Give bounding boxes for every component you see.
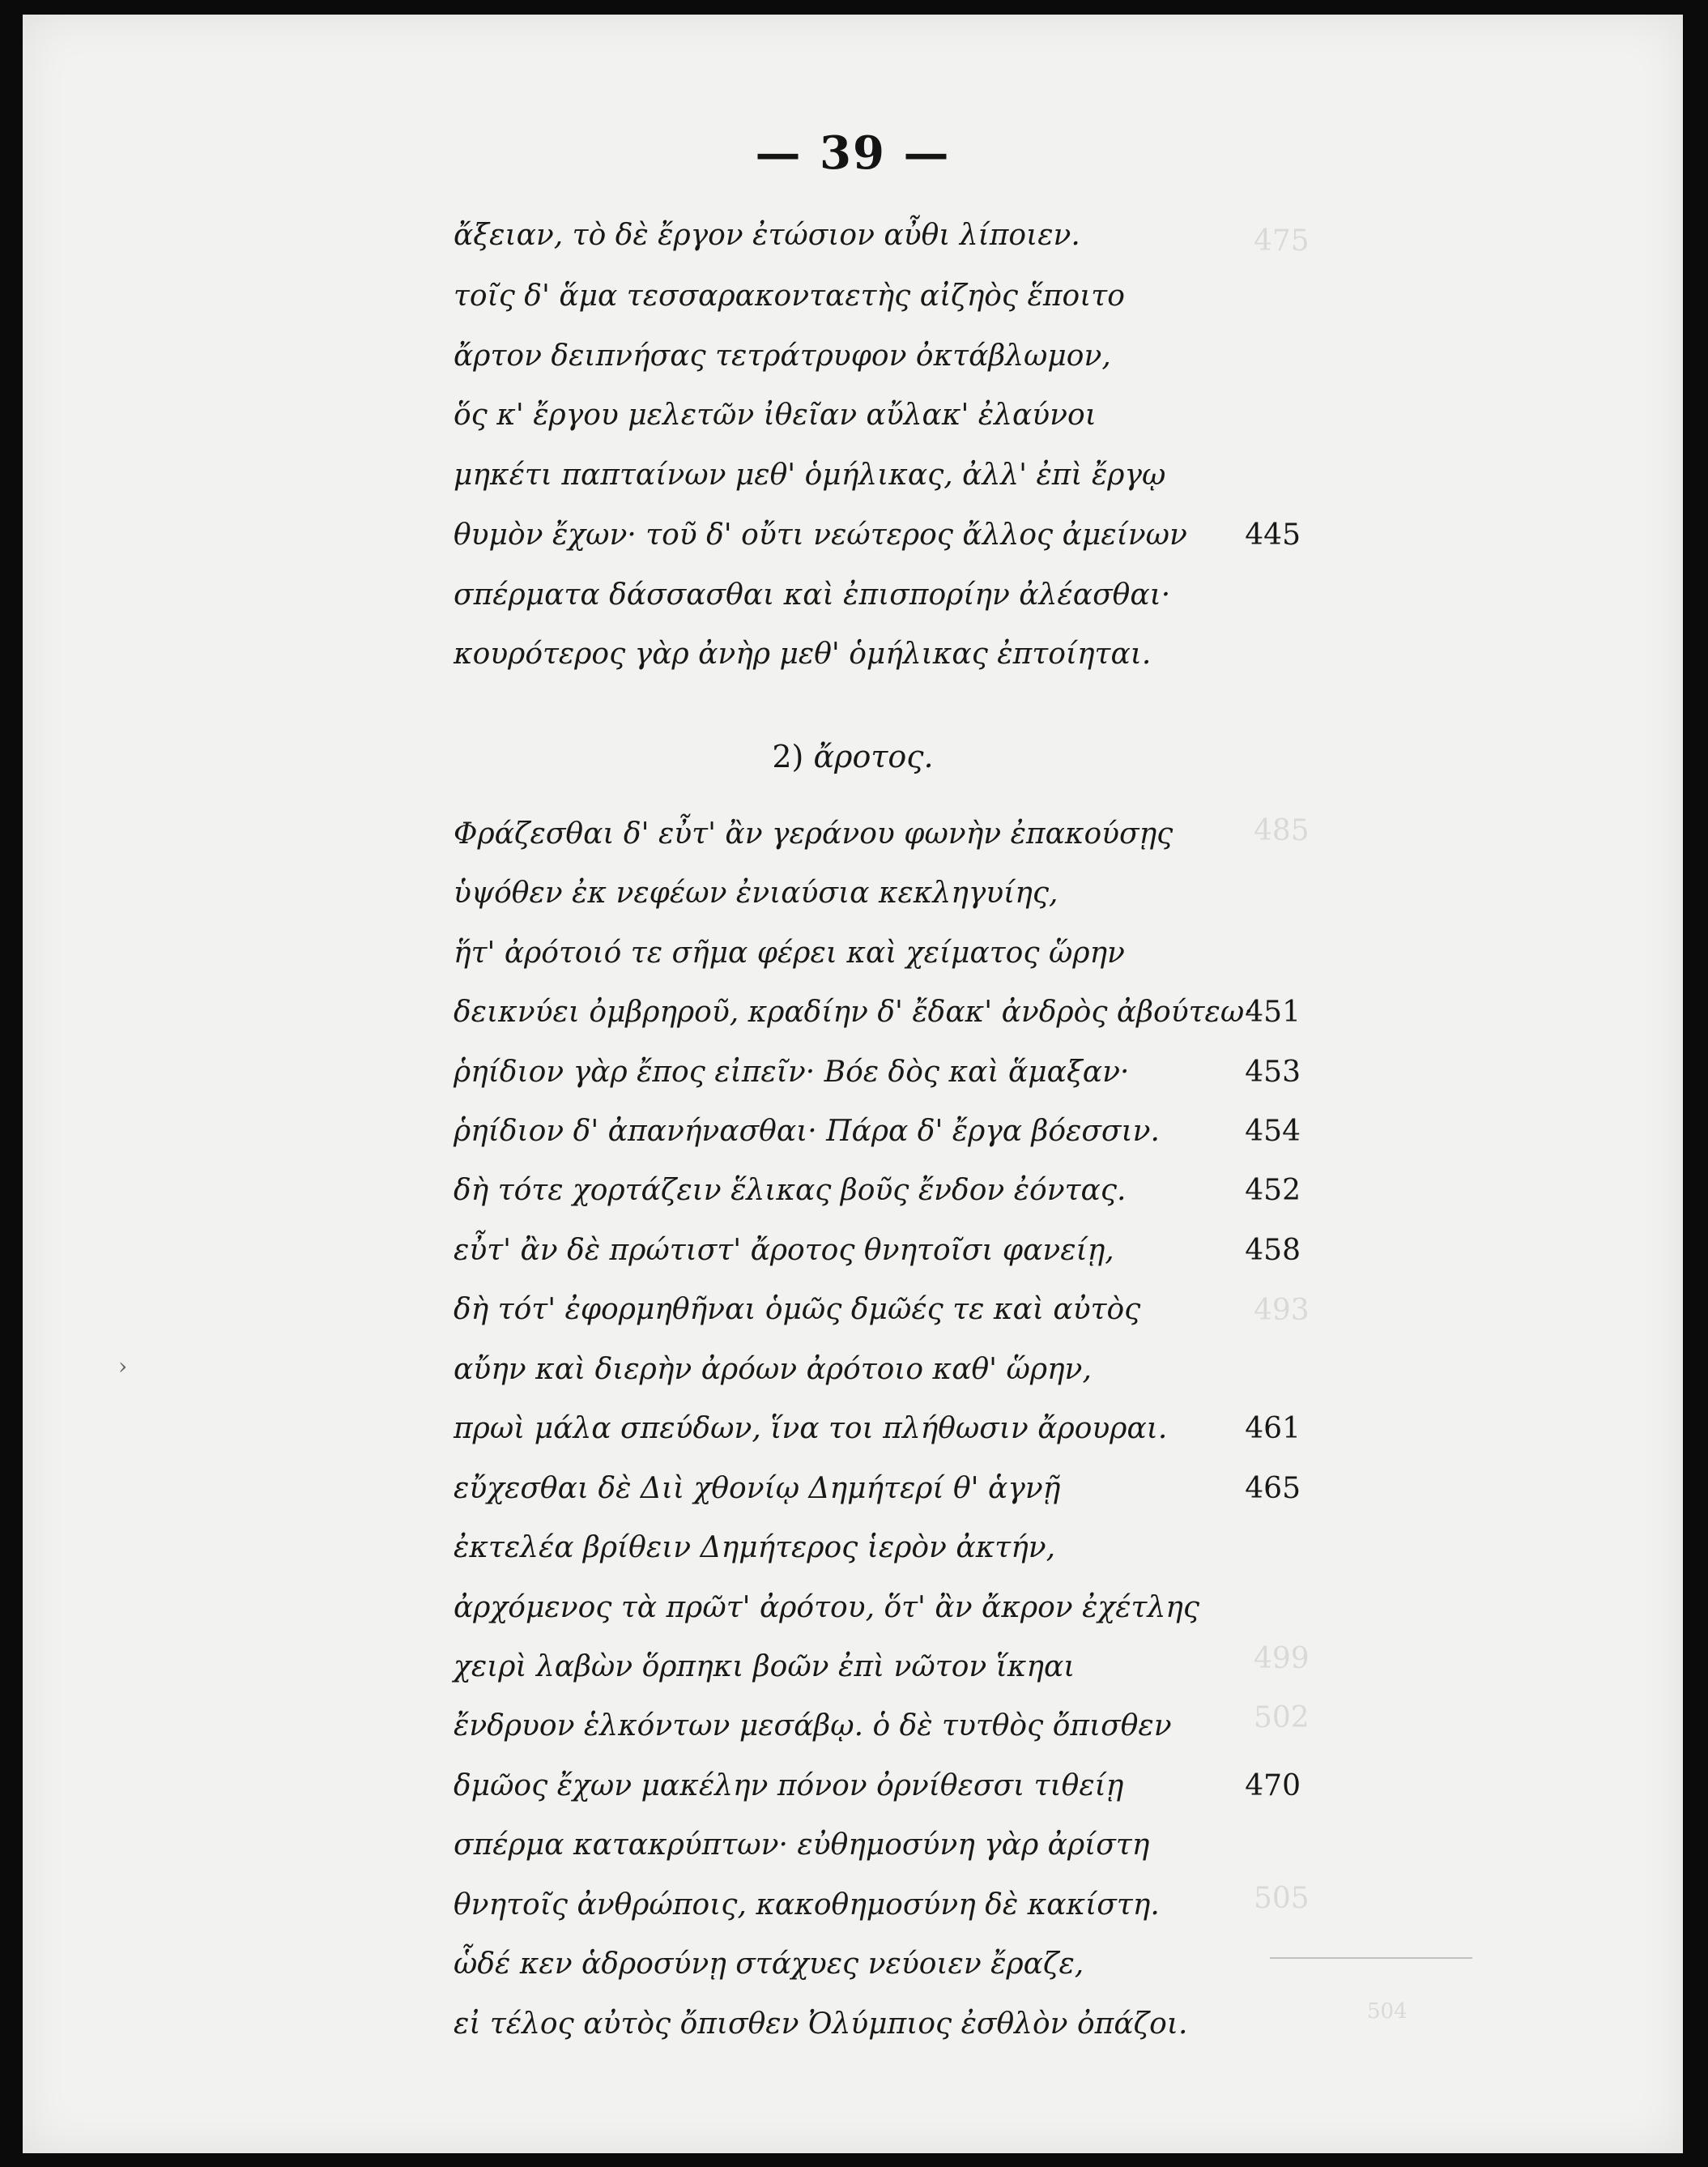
- verse-line: θνητοῖς ἀνθρώποις, κακοθημοσύνη δὲ κακίστη.: [454, 1888, 1160, 1922]
- verse-line: εἰ τέλος αὐτὸς ὄπισθεν Ὀλύμπιος ἐσθλὸν ὀπάζοι.: [454, 2007, 1188, 2041]
- ghost-rule: [1270, 1957, 1472, 1959]
- verse-line: ὅς κ' ἔργου μελετῶν ἰθεῖαν αὔλακ' ἐλαύνοι: [454, 399, 1097, 432]
- verse-line: εὖτ' ἂν δὲ πρώτιστ' ἄροτος θνητοῖσι φανείῃ,: [454, 1234, 1114, 1267]
- verse-line: πρωὶ μάλα σπεύδων, ἵνα τοι πλήθωσιν ἄρουραι.: [454, 1412, 1168, 1445]
- ghost-number: 493: [1254, 1294, 1310, 1327]
- ghost-number: 485: [1254, 814, 1310, 847]
- ghost-number: 502: [1254, 1701, 1310, 1734]
- margin-mark: ›: [118, 1353, 128, 1380]
- section-number: 2): [772, 739, 804, 774]
- ghost-number: 504: [1367, 1999, 1408, 2024]
- verse-line: δεικνύει ὀμβρηροῦ, κραδίην δ' ἔδακ' ἀνδρὸς ἀβούτεω·: [454, 996, 1254, 1029]
- verse-line: σπέρμα κατακρύπτων· εὐθημοσύνη γὰρ ἀρίστη: [454, 1828, 1150, 1862]
- verse-line: ὧδέ κεν ἁδροσύνῃ στάχυες νεύοιεν ἔραζε,: [454, 1947, 1084, 1981]
- section-heading: [23, 741, 1683, 772]
- verse-line: ἀρχόμενος τὰ πρῶτ' ἀρότου, ὅτ' ἂν ἄκρον ἐχέτλης: [454, 1591, 1200, 1624]
- verse-line: δμῶος ἔχων μακέλην πόνον ὀρνίθεσσι τιθείῃ: [454, 1769, 1124, 1802]
- verse-line: ἥτ' ἀρότοιό τε σῆμα φέρει καὶ χείματος ὥρην: [454, 936, 1125, 970]
- line-number: 458: [1245, 1234, 1301, 1267]
- line-number: 454: [1245, 1115, 1301, 1148]
- page-number: — 39 —: [755, 126, 951, 180]
- line-number: 461: [1245, 1412, 1301, 1445]
- line-number: 470: [1245, 1769, 1301, 1802]
- verse-line: κουρότερος γὰρ ἀνὴρ μεθ' ὁμήλικας ἐπτοίηται.: [454, 638, 1152, 671]
- ghost-number: 505: [1254, 1882, 1310, 1915]
- line-number: 451: [1245, 996, 1301, 1029]
- line-number: 452: [1245, 1174, 1301, 1207]
- line-number: 465: [1245, 1472, 1301, 1505]
- book-page: [23, 15, 1683, 2153]
- ghost-number: 475: [1254, 224, 1310, 258]
- verse-line: αὔην καὶ διερὴν ἀρόων ἀρότοιο καθ' ὥρην,: [454, 1353, 1092, 1386]
- verse-line: ῥηίδιον δ' ἀπανήνασθαι· Πάρα δ' ἔργα βόεσσιν.: [454, 1115, 1160, 1148]
- verse-line: σπέρματα δάσσασθαι καὶ ἐπισπορίην ἀλέασθαι·: [454, 578, 1171, 612]
- verse-line: Φράζεσθαι δ' εὖτ' ἂν γεράνου φωνὴν ἐπακούσῃς: [454, 817, 1173, 851]
- verse-line: μηκέτι παπταίνων μεθ' ὁμήλικας, ἀλλ' ἐπὶ ἔργῳ: [454, 459, 1166, 492]
- line-number: 445: [1245, 518, 1301, 552]
- verse-line: θυμὸν ἔχων· τοῦ δ' οὔτι νεώτερος ἄλλος ἀμείνων: [454, 518, 1187, 552]
- verse-line: δὴ τότε χορτάζειν ἕλικας βοῦς ἔνδον ἐόντας.: [454, 1174, 1127, 1207]
- verse-line: ἔνδρυον ἑλκόντων μεσάβῳ. ὁ δὲ τυτθὸς ὄπισθεν: [454, 1709, 1172, 1743]
- verse-line: δὴ τότ' ἐφορμηθῆναι ὁμῶς δμῶές τε καὶ αὐτὸς: [454, 1293, 1141, 1326]
- verse-line: ἄρτον δειπνήσας τετράτρυφον ὀκτάβλωμον,: [454, 339, 1111, 373]
- verse-line: ἄξειαν, τὸ δὲ ἔργον ἐτώσιον αὖθι λίποιεν.: [454, 219, 1080, 252]
- ghost-number: 499: [1254, 1642, 1310, 1675]
- verse-line: ἐκτελέα βρίθειν Δημήτερος ἱερὸν ἀκτήν,: [454, 1531, 1056, 1564]
- verse-line: ῥηίδιον γὰρ ἔπος εἰπεῖν· Βόε δὸς καὶ ἅμαξαν·: [454, 1056, 1130, 1089]
- verse-line: χειρὶ λαβὼν ὅρπηκι βοῶν ἐπὶ νῶτον ἵκηαι: [454, 1650, 1075, 1683]
- section-title: ἄροτος.: [813, 739, 934, 774]
- verse-line: ὑψόθεν ἐκ νεφέων ἐνιαύσια κεκληγυίης,: [454, 877, 1058, 910]
- verse-line: εὔχεσθαι δὲ Διὶ χθονίῳ Δημήτερί θ' ἁγνῇ: [454, 1472, 1061, 1505]
- verse-line: τοῖς δ' ἅμα τεσσαρακονταετὴς αἰζηὸς ἕποιτο: [454, 279, 1125, 313]
- line-number: 453: [1245, 1056, 1301, 1089]
